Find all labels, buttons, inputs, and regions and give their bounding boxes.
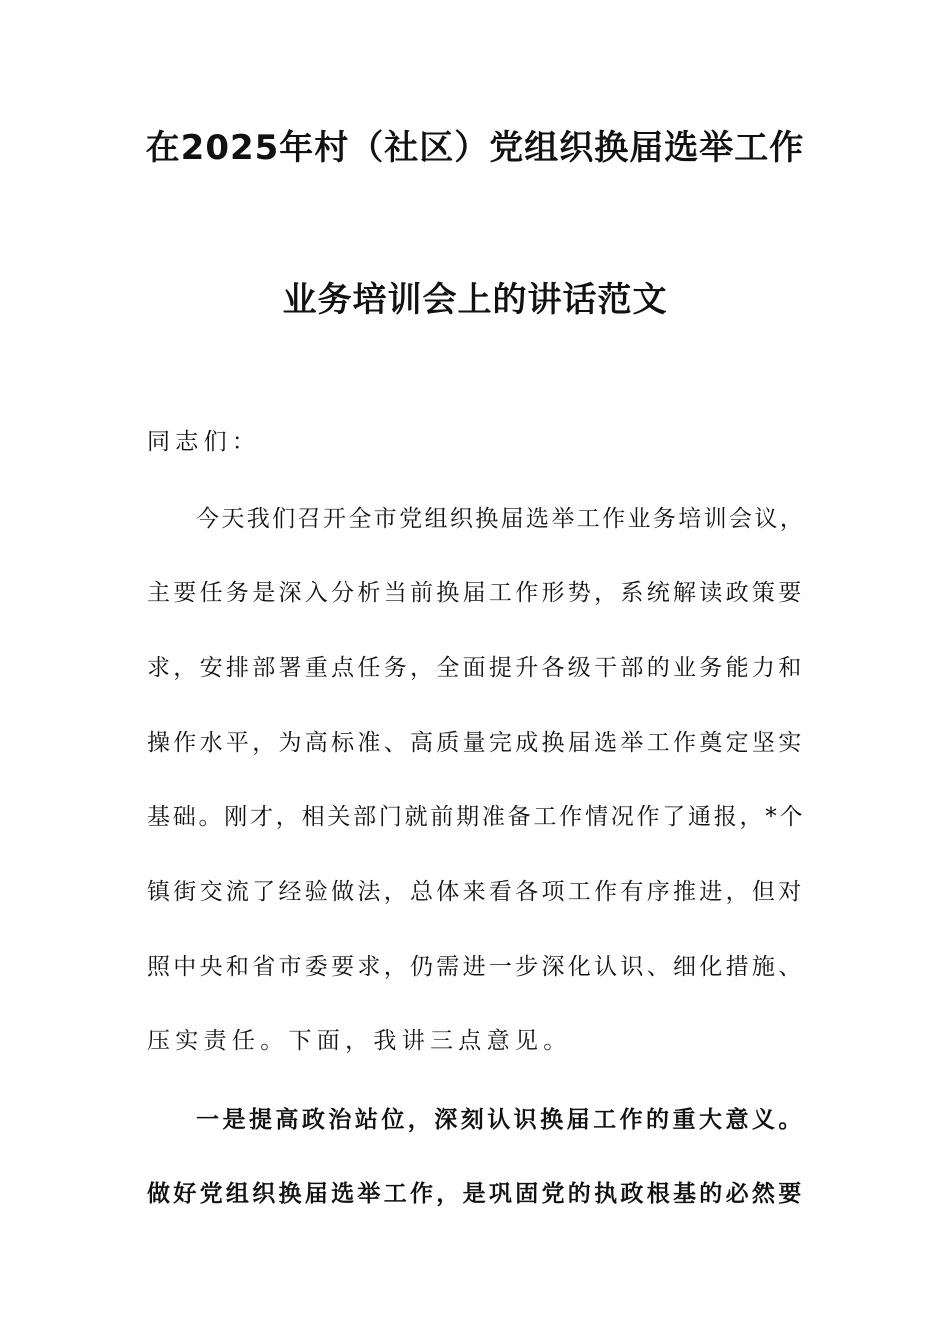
paragraph-line: 照中央和省市委要求，仍需进一步深化认识、细化措施、 <box>147 954 805 980</box>
document-title-line-2: 业务培训会上的讲话范文 <box>282 280 668 320</box>
paragraph-line: 镇街交流了经验做法，总体来看各项工作有序推进，但对 <box>147 879 805 905</box>
document-title-line-1: 在2025年村（社区）党组织换届选举工作 <box>145 128 805 168</box>
paragraph-line: 求，安排部署重点任务，全面提升各级干部的业务能力和 <box>147 655 805 681</box>
paragraph-line: 压实责任。下面，我讲三点意见。 <box>147 1028 572 1054</box>
paragraph-line: 主要任务是深入分析当前换届工作形势，系统解读政策要 <box>147 580 805 606</box>
paragraph-line: 做好党组织换届选举工作，是巩固党的执政根基的必然要 <box>147 1180 805 1207</box>
paragraph-line: 基础。刚才，相关部门就前期准备工作情况作了通报，*个 <box>147 804 806 830</box>
paragraph-line: 操作水平，为高标准、高质量完成换届选举工作奠定坚实 <box>147 730 805 756</box>
section-heading-line: 一是提高政治站位，深刻认识换届工作的重大意义。 <box>196 1106 805 1133</box>
paragraph-line: 今天我们召开全市党组织换届选举工作业务培训会议， <box>196 506 806 532</box>
salutation: 同志们： <box>147 429 261 455</box>
